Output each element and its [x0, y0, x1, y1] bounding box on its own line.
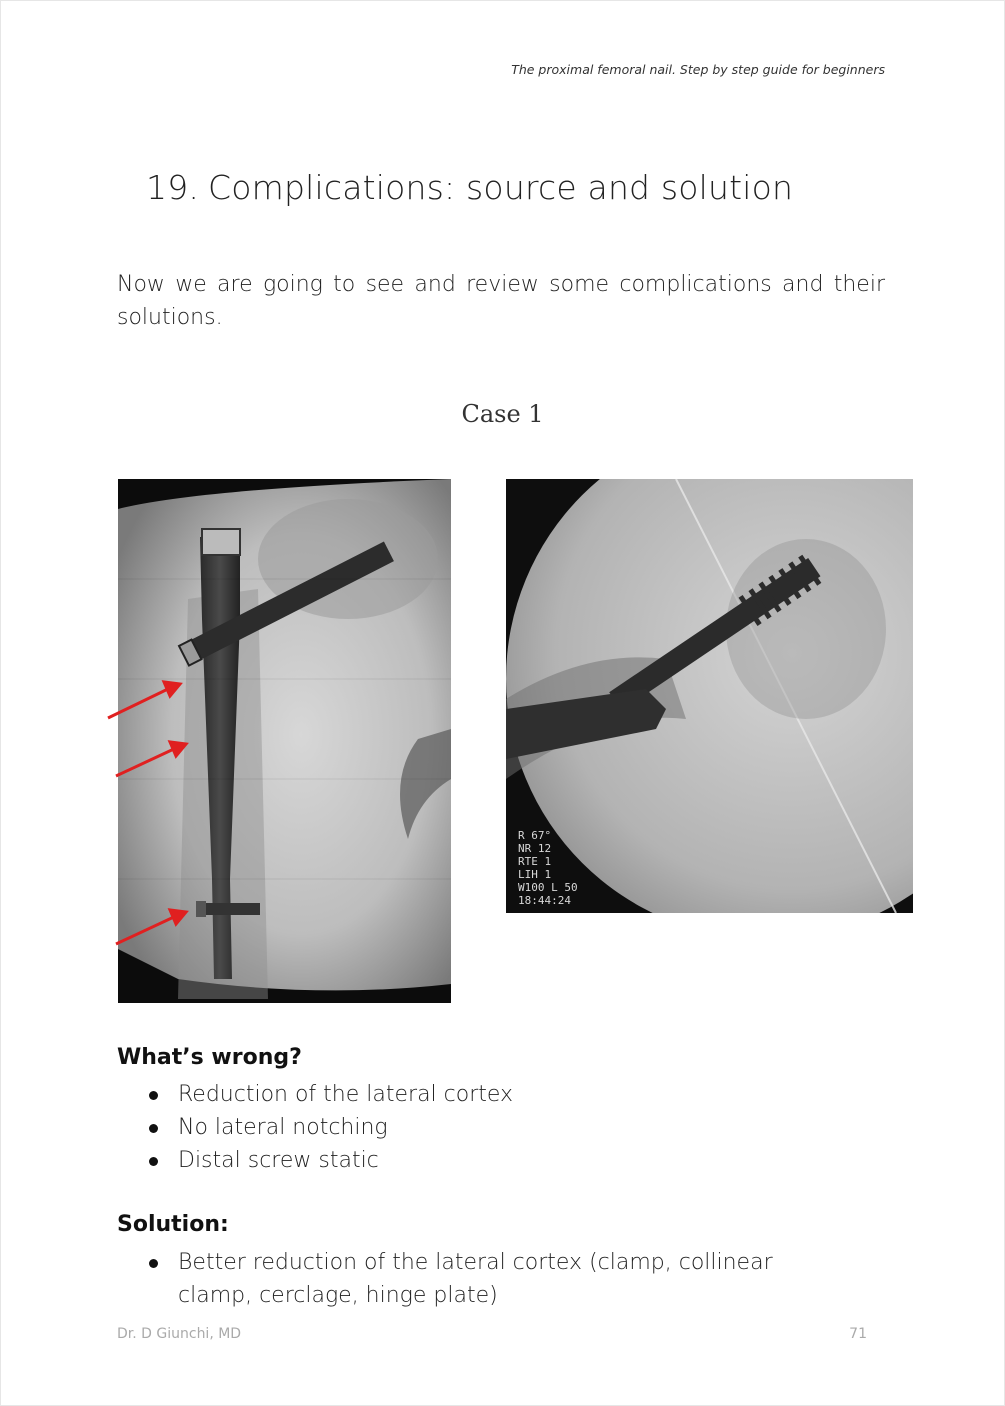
whats-wrong-heading: What’s wrong? [117, 1045, 302, 1070]
list-item: Distal screw static [145, 1144, 513, 1177]
red-arrow-head-icon [170, 742, 186, 756]
case-title: Case 1 [461, 400, 544, 428]
red-arrows-overlay [100, 660, 220, 960]
xray-overlay-line: 18:44:24 [518, 894, 571, 907]
intro-paragraph: Now we are going to see and review some complications and their solutions. [117, 272, 885, 330]
solution-list [145, 1246, 825, 1312]
running-header: The proximal femoral nail. Step by step guide for beginners [511, 62, 885, 77]
red-arrow-icon [116, 748, 176, 776]
xray-overlay-line: NR 12 [518, 842, 552, 855]
list-item: Better reduction of the lateral cortex (clamp, collinear clamp, cerclage, hinge plate) [145, 1246, 825, 1312]
list-item: Reduction of the lateral cortex [145, 1078, 513, 1111]
list-item: No lateral notching [145, 1111, 513, 1144]
whats-wrong-list [145, 1078, 513, 1177]
red-arrow-icon [116, 916, 176, 944]
xray-overlay-line: LIH 1 [518, 868, 552, 881]
footer-author: Dr. D Giunchi, MD [117, 1326, 242, 1342]
solution-heading: Solution: [117, 1212, 229, 1237]
xray-overlay-line: RTE 1 [518, 855, 552, 868]
chapter-title-text: Complications: source and solution [208, 168, 794, 207]
red-arrow-head-icon [164, 682, 180, 696]
xray-overlay-line: W100 L 50 [518, 881, 578, 894]
chapter-title [146, 168, 793, 207]
red-arrow-icon [108, 688, 170, 718]
xray-right-image [506, 479, 913, 913]
red-arrow-head-icon [170, 910, 186, 924]
chapter-number: 19. [146, 168, 200, 207]
page-number: 71 [849, 1326, 867, 1342]
xray-overlay-line: R 67° [518, 829, 552, 842]
